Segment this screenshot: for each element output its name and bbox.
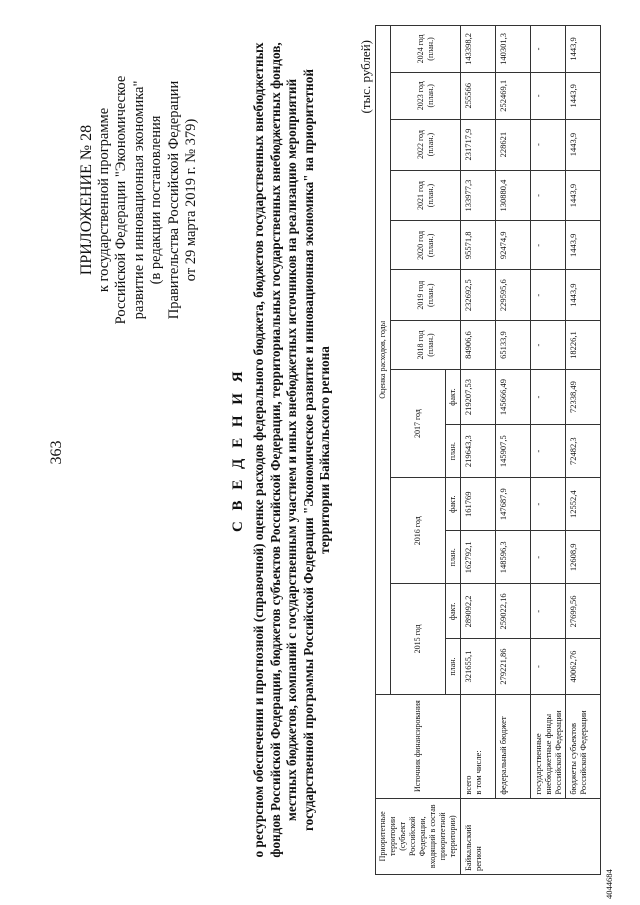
value-cell: 1443,9 — [566, 72, 601, 119]
value-cell: 321655,1 — [461, 639, 496, 694]
page-number: 363 — [48, 440, 65, 465]
header-year: 2022 год (план.) — [391, 119, 461, 170]
appendix-line: Российской Федерации "Экономическое — [113, 75, 129, 325]
value-cell: 145907,5 — [496, 425, 531, 478]
header-fact: факт. — [446, 584, 461, 639]
expenditure-table — [375, 25, 601, 875]
appendix-line: к государственной программе — [95, 107, 112, 293]
header-plan: план. — [446, 639, 461, 694]
value-cell: 1443,9 — [566, 221, 601, 270]
source-cell: федеральный бюджет — [496, 694, 531, 798]
value-cell: 27699,56 — [566, 584, 601, 639]
value-cell: 143398,2 — [461, 26, 496, 73]
header-plan: план. — [446, 531, 461, 584]
value-cell: 162792,1 — [461, 531, 496, 584]
value-cell: 145666,49 — [496, 369, 531, 424]
value-cell: - — [531, 478, 566, 531]
value-cell: 92474,9 — [496, 221, 531, 270]
table-body — [461, 26, 601, 875]
value-cell: 1443,9 — [566, 170, 601, 221]
source-cell — [461, 694, 496, 798]
header-year: 2015 год — [391, 584, 446, 694]
value-cell: - — [531, 531, 566, 584]
source-cell: бюджеты субъектов Российской Федерации — [566, 694, 601, 798]
header-year: 2021 год (план.) — [391, 170, 461, 221]
units-label: (тыс. рублей) — [358, 40, 373, 114]
value-cell: 252469,1 — [496, 72, 531, 119]
table-row — [461, 26, 496, 875]
document-id: 4044684 — [604, 869, 614, 899]
value-cell: - — [531, 221, 566, 270]
appendix-line: от 29 марта 2019 г. № 379) — [183, 118, 199, 282]
value-cell: 95571,8 — [461, 221, 496, 270]
header-year: 2019 год (план.) — [391, 270, 461, 321]
value-cell: 40062,76 — [566, 639, 601, 694]
source-sub: в том числе: — [473, 750, 483, 795]
value-cell: 72482,3 — [566, 425, 601, 478]
value-cell: 65133,9 — [496, 321, 531, 370]
header-fact: факт. — [446, 478, 461, 531]
header-estimate: Оценка расходов, годы — [376, 26, 391, 695]
value-cell: 219207,53 — [461, 369, 496, 424]
table-row — [496, 26, 531, 875]
source-label: всего — [463, 775, 473, 795]
appendix-line: Правительства Российской Федерации — [165, 80, 182, 320]
value-cell: 18226,1 — [566, 321, 601, 370]
header-year: 2023 год (план.) — [391, 72, 461, 119]
value-cell: - — [531, 170, 566, 221]
value-cell: - — [531, 119, 566, 170]
value-cell: 232692,5 — [461, 270, 496, 321]
header-source: Источник финансирования — [376, 694, 461, 798]
header-territory: Приоритетные территории (субъект Российской Федерации, входящий в состав приоритетной территории) — [376, 798, 461, 874]
value-cell: 228621 — [496, 119, 531, 170]
value-cell: - — [531, 369, 566, 424]
table-row — [531, 26, 566, 875]
header-fact: факт. — [446, 369, 461, 424]
value-cell: 12608,9 — [566, 531, 601, 584]
value-cell: 1443,9 — [566, 26, 601, 73]
appendix-block — [78, 40, 201, 360]
header-year: 2018 год (план.) — [391, 321, 461, 370]
appendix-line: (в редакции постановления — [148, 115, 164, 285]
value-cell: 255566 — [461, 72, 496, 119]
source-cell: государственные внебюджетные фонды Российской Федерации — [531, 694, 566, 798]
value-cell: 12552,4 — [566, 478, 601, 531]
header-year: 2017 год — [391, 369, 446, 477]
value-cell: 72338,49 — [566, 369, 601, 424]
value-cell: 133977,3 — [461, 170, 496, 221]
document-title — [230, 35, 334, 865]
value-cell: 289092,2 — [461, 584, 496, 639]
title-text: о ресурсном обеспечении и прогнозной (справочной) оценке расходов федерального бюджета, бюджетов государственных внебюджетных фондов Российской Федерации, бюджетов субъектов Российской Федерации, территориальных государственных внебюджетных фондов, местных бюджетов, компаний с государственным участием и иных внебюджетных источников на реализацию мероприятий государственной программы Российской Федерации "Экономическое развитие и инновационная экономика" на приоритетной территории Байкальского региона — [251, 42, 332, 858]
value-cell: - — [531, 26, 566, 73]
value-cell: 148596,3 — [496, 531, 531, 584]
value-cell: 130880,4 — [496, 170, 531, 221]
value-cell: 279221,86 — [496, 639, 531, 694]
value-cell: 219643,3 — [461, 425, 496, 478]
value-cell: 84906,6 — [461, 321, 496, 370]
header-year: 2016 год — [391, 478, 446, 584]
title-heading: С В Е Д Е Н И Я — [230, 367, 246, 533]
appendix-line: развитие и инновационная экономика" — [130, 80, 147, 320]
value-cell: 147687,9 — [496, 478, 531, 531]
value-cell: - — [531, 321, 566, 370]
value-cell: - — [531, 425, 566, 478]
value-cell: 1443,9 — [566, 270, 601, 321]
value-cell: 229595,6 — [496, 270, 531, 321]
value-cell: 259022,16 — [496, 584, 531, 639]
region-cell: Байкальский регион — [461, 798, 601, 874]
header-year: 2020 год (план.) — [391, 221, 461, 270]
header-plan: план. — [446, 425, 461, 478]
value-cell: 161769 — [461, 478, 496, 531]
value-cell: - — [531, 639, 566, 694]
value-cell: - — [531, 270, 566, 321]
value-cell: 231717,9 — [461, 119, 496, 170]
table-row — [566, 26, 601, 875]
header-year: 2024 год (план.) — [391, 26, 461, 73]
appendix-title: ПРИЛОЖЕНИЕ № 28 — [78, 124, 95, 276]
value-cell: - — [531, 584, 566, 639]
value-cell: - — [531, 72, 566, 119]
value-cell: 1443,9 — [566, 119, 601, 170]
value-cell: 140301,3 — [496, 26, 531, 73]
